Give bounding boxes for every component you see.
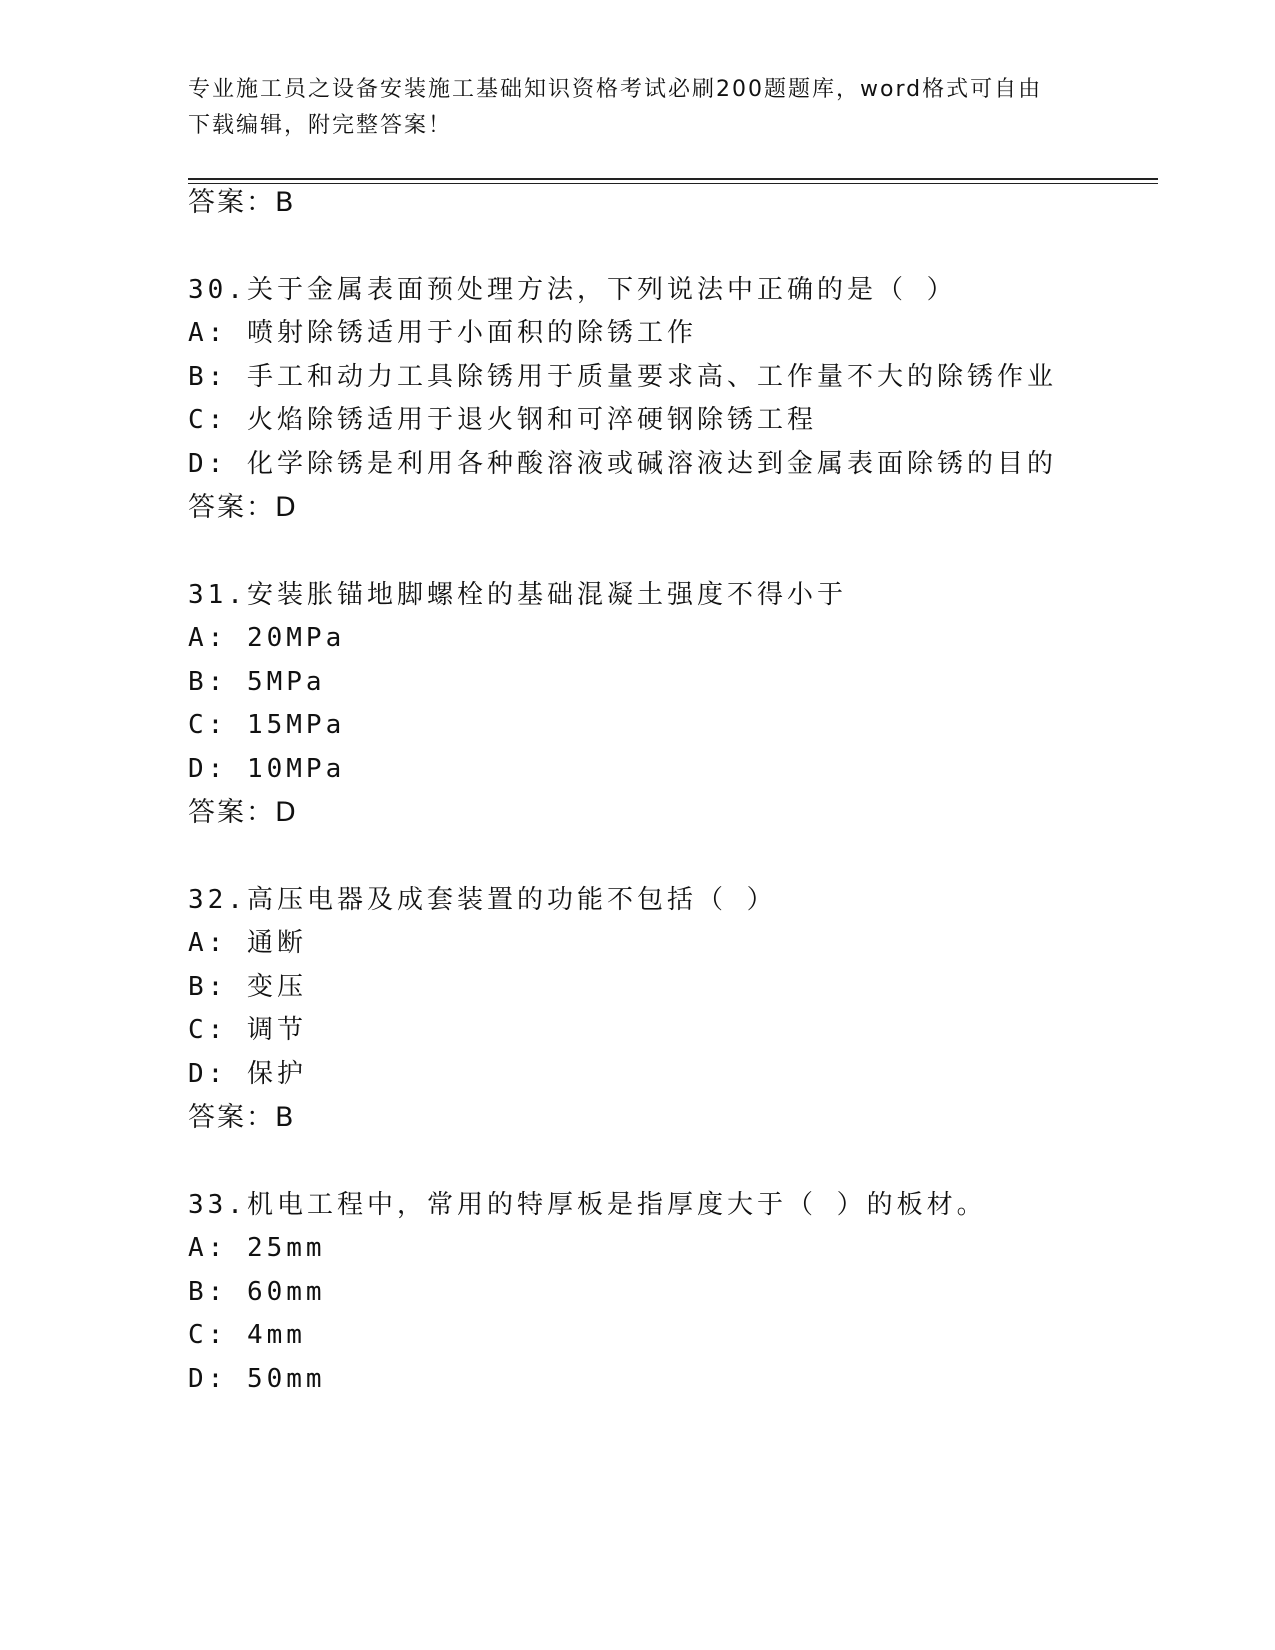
option-a: A: 喷射除锈适用于小面积的除锈工作 bbox=[188, 318, 697, 348]
option-d: D: 10MPa bbox=[188, 754, 346, 784]
question-stem: 31.安装胀锚地脚螺栓的基础混凝土强度不得小于 bbox=[188, 580, 847, 610]
question-stem: 33.机电工程中，常用的特厚板是指厚度大于（ ）的板材。 bbox=[188, 1190, 987, 1220]
header-divider-thin bbox=[188, 183, 1158, 184]
option-c: C: 4mm bbox=[188, 1320, 306, 1350]
option-d: D: 保护 bbox=[188, 1059, 307, 1089]
option-d: D: 50mm bbox=[188, 1364, 326, 1394]
question-stem: 30.关于金属表面预处理方法，下列说法中正确的是（ ） bbox=[188, 275, 957, 305]
answer-line: 答案：B bbox=[188, 1102, 296, 1133]
option-a: A: 25mm bbox=[188, 1233, 326, 1263]
header-line-1: 专业施工员之设备安装施工基础知识资格考试必刷200题题库，word格式可自由 bbox=[188, 77, 1043, 102]
option-b: B: 手工和动力工具除锈用于质量要求高、工作量不大的除锈作业 bbox=[188, 362, 1057, 392]
option-b: B: 5MPa bbox=[188, 667, 326, 697]
option-b: B: 60mm bbox=[188, 1277, 326, 1307]
option-a: A: 通断 bbox=[188, 928, 307, 958]
option-d: D: 化学除锈是利用各种酸溶液或碱溶液达到金属表面除锈的目的 bbox=[188, 449, 1057, 479]
header-divider bbox=[188, 178, 1158, 180]
option-c: C: 调节 bbox=[188, 1015, 307, 1045]
header-line-2: 下载编辑，附完整答案！ bbox=[188, 113, 453, 138]
option-a: A: 20MPa bbox=[188, 623, 346, 653]
document-header bbox=[188, 72, 1088, 144]
option-c: C: 火焰除锈适用于退火钢和可淬硬钢除锈工程 bbox=[188, 405, 817, 435]
answer-line: 答案：D bbox=[188, 492, 298, 523]
question-stem: 32.高压电器及成套装置的功能不包括（ ） bbox=[188, 885, 777, 915]
option-b: B: 变压 bbox=[188, 972, 307, 1002]
answer-line: 答案：D bbox=[188, 797, 298, 828]
answer-line: 答案：B bbox=[188, 187, 296, 218]
option-c: C: 15MPa bbox=[188, 710, 346, 740]
